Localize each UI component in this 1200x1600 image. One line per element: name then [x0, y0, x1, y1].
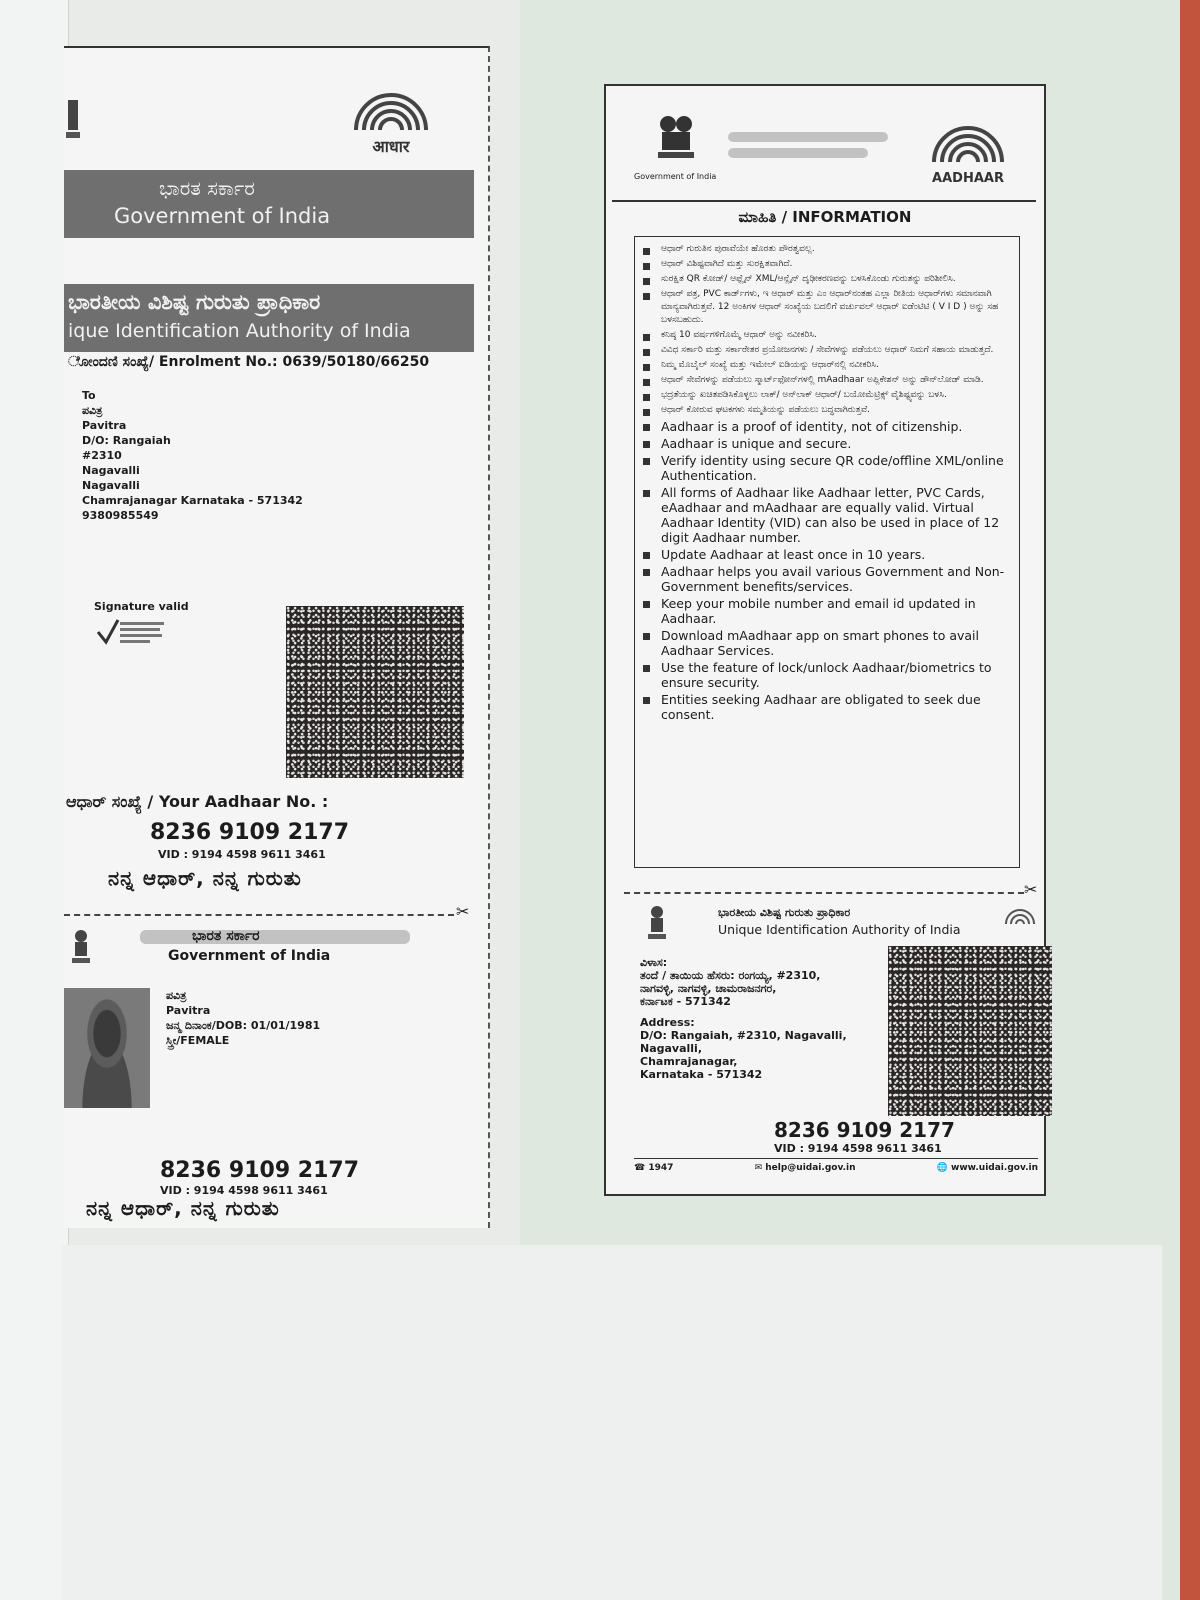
cut-line — [64, 914, 454, 916]
info-item-english: Verify identity using secure QR code/offline XML/online Authentication. — [643, 453, 1013, 483]
address-line: ಕರ್ನಾಟಕ - 571342 — [640, 995, 731, 1008]
holder-name: Pavitra — [166, 1004, 211, 1017]
aadhaar-logo-icon — [1000, 902, 1040, 932]
address-line: Chamrajanagar Karnataka - 571342 — [82, 494, 303, 507]
info-item-english: Aadhaar is unique and secure. — [643, 436, 1013, 451]
aadhaar-logo-text: AADHAAR — [932, 171, 1004, 186]
info-item-kannada: ಆಧಾರ್ ಕೋರುವ ಘಟಕಗಳು ಸಮ್ಮತಿಯನ್ನು ಪಡೆಯಲು ಬದ್ಧವಾಗಿರುತ್ತವೆ. — [643, 404, 1013, 417]
signature-status: Signature valid — [94, 600, 189, 613]
address-line: Address: — [640, 1016, 695, 1029]
holder-gender: ಸ್ತ್ರೀ/FEMALE — [166, 1034, 230, 1047]
address-line: D/O: Rangaiah — [82, 434, 171, 447]
your-aadhaar-label: ಆಧಾರ್ ಸಂಖ್ಯೆ / Your Aadhaar No. : — [66, 792, 329, 811]
national-emblem-icon — [646, 904, 668, 944]
holder-details — [166, 988, 320, 1048]
recipient-address — [82, 388, 303, 523]
info-item-kannada: ಸುರಕ್ಷಿತ QR ಕೋಡ್/ ಆಫ್ಲೈನ್ XML/ಆನ್ಲೈನ್ ದೃಢೀಕರಣವನ್ನು ಬಳಸಿಕೊಂಡು ಗುರುತನ್ನು ಪರಿಶೀಲಿಸಿ. — [643, 273, 1013, 286]
info-item-kannada: ಆಧಾರ್ ಪತ್ರ, PVC ಕಾರ್ಡ್‌ಗಳು, ಇ ಆಧಾರ್ ಮತ್ತು ಎಂ ಆಧಾರ್‌ನಂತಹ ಎಲ್ಲಾ ರೀತಿಯ ಆಧಾರ್‌ಗಳು ಸಮಾನವಾಗಿ ಮಾನ್ಯವಾಗಿರುತ್ತವೆ. 12 ಅಂಕಿಗಳ ಆಧಾರ್ ಸಂಖ್ಯೆಯ ಬದಲಿಗೆ ವರ್ಚುವಲ್ ಆಧಾರ್ ಐಡೆಂಟಿಟಿ ( V I D ) ಅನ್ನು ಸಹ ಬಳಸಬಹುದು. — [643, 288, 1013, 327]
info-item-english: Entities seeking Aadhaar are obligated to seek due consent. — [643, 692, 1013, 722]
info-item-english: Keep your mobile number and email id updated in Aadhaar. — [643, 596, 1013, 626]
national-emblem-icon — [70, 928, 92, 968]
holder-address — [640, 956, 880, 1081]
holder-photo — [64, 988, 150, 1108]
address-line: To — [82, 389, 96, 402]
information-box — [634, 236, 1020, 868]
redaction-smear — [140, 930, 410, 944]
uidai-name-english: ique Identification Authority of India — [68, 320, 411, 342]
scissors-icon: ✂ — [1024, 880, 1038, 899]
address-line: Nagavalli — [82, 479, 140, 492]
aadhaar-number: 8236 9109 2177 — [150, 820, 350, 845]
aadhaar-logo-icon — [336, 88, 446, 158]
uidai-name-english: Unique Identification Authority of India — [718, 922, 961, 937]
uidai-name-kannada: ಭಾರತೀಯ ವಿಶಿಷ್ಟ ಗುರುತು ಪ್ರಾಧಿಕಾರ — [718, 906, 851, 919]
address-line: D/O: Rangaiah, #2310, Nagavalli, Nagavalli, — [640, 1029, 847, 1055]
email-contact: ✉ help@uidai.gov.in — [754, 1163, 856, 1173]
address-line: ಪವಿತ್ರ — [82, 404, 103, 417]
signature-check-icon — [94, 614, 170, 650]
address-line: Chamrajanagar, — [640, 1055, 738, 1068]
info-item-english: Update Aadhaar at least once in 10 years. — [643, 547, 1013, 562]
address-line: 9380985549 — [82, 509, 159, 522]
info-item-kannada: ಆಧಾರ್ ಗುರುತಿನ ಪುರಾವೆಯೇ ಹೊರತು ಪೌರತ್ವವಲ್ಲ. — [643, 243, 1013, 256]
info-item-kannada: ಆಧಾರ್ ಸೇವೆಗಳನ್ನು ಪಡೆಯಲು ಸ್ಮಾರ್ಟ್‌ಫೋನ್‌ಗಳಲ್ಲಿ mAadhaar ಅಪ್ಲಿಕೇಶನ್ ಅನ್ನು ಡೌನ್‌ಲೋಡ್ ಮಾಡಿ. — [643, 374, 1013, 387]
card-tagline: ನನ್ನ ಆಧಾರ್, ನನ್ನ ಗುರುತು — [86, 1196, 280, 1220]
card-aadhaar-number: 8236 9109 2177 — [160, 1158, 360, 1183]
website-url: www.uidai.gov.in — [951, 1163, 1038, 1173]
back-header — [612, 92, 1036, 202]
aadhaar-logo-text: आधार — [372, 137, 410, 156]
info-item-kannada: ಆಧಾರ್ ವಿಶಿಷ್ಟವಾಗಿದೆ ಮತ್ತು ಸುರಕ್ಷಿತವಾಗಿದೆ. — [643, 258, 1013, 271]
aadhaar-tagline: ನನ್ನ ಆಧಾರ್, ನನ್ನ ಗುರುತು — [108, 866, 302, 890]
government-band — [64, 170, 474, 238]
vid-number: VID : 9194 4598 9611 3461 — [158, 848, 326, 861]
vid-number: VID : 9194 4598 9611 3461 — [774, 1142, 942, 1155]
paper-bottom-sheet — [62, 1245, 1162, 1600]
national-emblem-icon — [656, 110, 696, 168]
information-list — [635, 237, 1019, 722]
redaction-smear — [728, 132, 888, 142]
address-line: ವಿಳಾಸ: — [640, 956, 668, 969]
qr-code — [888, 946, 1052, 1116]
helpline: ☎ 1947 — [634, 1163, 674, 1173]
cut-line — [624, 892, 1024, 894]
uidai-band — [64, 284, 474, 352]
holder-dob: ಜನ್ಮ ದಿನಾಂಕ/DOB: 01/01/1981 — [166, 1019, 321, 1032]
holder-name-kannada: ಪವಿತ್ರ — [166, 989, 187, 1002]
info-item-english: Download mAadhaar app on smart phones to avail Aadhaar Services. — [643, 628, 1013, 658]
information-title: ಮಾಹಿತಿ / INFORMATION — [738, 208, 912, 226]
info-item-english: Use the feature of lock/unlock Aadhaar/biometrics to ensure security. — [643, 660, 1013, 690]
aadhaar-letter-front — [64, 46, 490, 1228]
info-item-kannada: ಭದ್ರತೆಯನ್ನು ಖಚಿತಪಡಿಸಿಕೊಳ್ಳಲು ಲಾಕ್/ ಅನ್‌ಲಾಕ್ ಆಧಾರ್/ ಬಯೋಮೆಟ್ರಿಕ್ಸ್ ವೈಶಿಷ್ಟ್ಯವನ್ನು ಬಳಸಿ. — [643, 389, 1013, 402]
aadhaar-logo-icon — [918, 120, 1018, 186]
qr-code — [286, 606, 464, 778]
info-item-english: All forms of Aadhaar like Aadhaar letter, PVC Cards, eAadhaar and mAadhaar are equally valid. Virtual Aadhaar Identity (VID) can also be used in place of 12 digit Aadhaar number. — [643, 485, 1013, 545]
info-item-kannada: ವಿವಿಧ ಸರ್ಕಾರಿ ಮತ್ತು ಸರ್ಕಾರೇತರ ಪ್ರಯೋಜನಗಳು / ಸೇವೆಗಳನ್ನು ಪಡೆಯಲು ಆಧಾರ್ ನಿಮಗೆ ಸಹಾಯ ಮಾಡುತ್ತದೆ. — [643, 344, 1013, 357]
address-line: Karnataka - 571342 — [640, 1068, 763, 1081]
card-govt-kannada: ಭಾರತ ಸರ್ಕಾರ — [192, 928, 260, 944]
uidai-name-kannada: ಭಾರತೀಯ ವಿಶಿಷ್ಟ ಗುರುತು ಪ್ರಾಧಿಕಾರ — [68, 290, 321, 314]
card-vid-number: VID : 9194 4598 9611 3461 — [160, 1184, 328, 1197]
info-item-english: Aadhaar is a proof of identity, not of citizenship. — [643, 419, 1013, 434]
card-govt-english: Government of India — [168, 948, 331, 964]
govt-name-english: Government of India — [114, 204, 331, 228]
website-contact: 🌐 www.uidai.gov.in — [936, 1163, 1038, 1173]
address-line: Pavitra — [82, 419, 127, 432]
info-item-kannada: ಕನಿಷ್ಠ 10 ವರ್ಷಗಳಿಗೊಮ್ಮೆ ಆಧಾರ್ ಅನ್ನು ನವೀಕರಿಸಿ. — [643, 329, 1013, 342]
govt-name-kannada: ಭಾರತ ಸರ್ಕಾರ — [159, 176, 255, 200]
info-item-kannada: ನಿಮ್ಮ ಮೊಬೈಲ್ ಸಂಖ್ಯೆ ಮತ್ತು ಇಮೇಲ್ ಐಡಿಯನ್ನು ಆಧಾರ್‌ನಲ್ಲಿ ನವೀಕರಿಸಿ. — [643, 359, 1013, 372]
paper-fold-edge — [0, 0, 69, 1600]
scissors-icon: ✂ — [456, 902, 470, 921]
address-line: Nagavalli — [82, 464, 140, 477]
aadhaar-letter-back — [604, 84, 1046, 1196]
enrolment-number: ೋಂದಣಿ ಸಂಖ್ಯೆ/ Enrolment No.: 0639/50180/66250 — [68, 354, 430, 370]
address-line: ತಂದೆ / ತಾಯಿಯ ಹೆಸರು: ರಂಗಯ್ಯ, #2310, — [640, 969, 821, 982]
info-item-english: Aadhaar helps you avail various Government and Non- Government benefits/services. — [643, 564, 1013, 594]
email-address: help@uidai.gov.in — [765, 1163, 856, 1173]
helpline-number: 1947 — [648, 1163, 674, 1173]
national-emblem-icon — [66, 96, 82, 156]
govt-label: Government of India — [634, 172, 717, 181]
address-line: #2310 — [82, 449, 122, 462]
aadhaar-number: 8236 9109 2177 — [774, 1118, 955, 1142]
address-line: ನಾಗವಳ್ಳಿ, ನಾಗವಳ್ಳಿ, ಚಾಮರಾಜನಗರ, — [640, 982, 777, 995]
contact-footer — [634, 1158, 1038, 1173]
redaction-smear — [728, 148, 868, 158]
